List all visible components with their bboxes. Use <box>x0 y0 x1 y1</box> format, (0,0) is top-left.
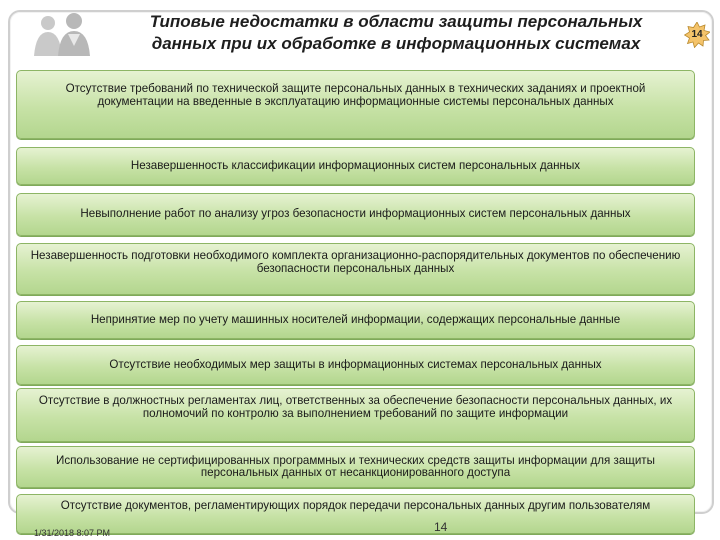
list-item <box>16 388 695 442</box>
footer-date: 1/31/2018 8:07 PM <box>34 528 111 538</box>
list-item <box>16 193 695 236</box>
list-item <box>16 147 695 185</box>
page-title <box>96 11 696 55</box>
title-line-1: Типовые недостатки в области защиты персональных <box>149 12 643 31</box>
list-item-text: Незавершенность классификации информационных систем персональных данных <box>130 158 581 172</box>
list-item-text: Отсутствие требований по технической защите персональных данных в технических заданиях и проектной документации на введенные в эксплуатацию информационные системы персональных данных <box>65 82 646 108</box>
list-item <box>16 446 695 488</box>
list-item-text: Невыполнение работ по анализу угроз безопасности информационных систем персональных данных <box>80 207 631 221</box>
list-item <box>16 243 695 295</box>
list-item-text: Незавершенность подготовки необходимого комплекта организационно-распорядительных документов по обеспечению безопасности персональных данных <box>30 249 681 275</box>
list-item <box>16 345 695 385</box>
footer-page-number: 14 <box>434 520 448 534</box>
list-item <box>16 301 695 339</box>
list-item-text: Использование не сертифицированных программных и технических средств защиты информации для защиты персональных данных от несанкционированного доступа <box>56 453 655 479</box>
list-item-text: Отсутствие необходимых мер защиты в информационных системах персональных данных <box>109 357 602 371</box>
list-item <box>16 494 695 534</box>
list-item-text: Отсутствие в должностных регламентах лиц, ответственных за обеспечение безопасности персональных данных, их полномочий по контролю за выполнением требований по защите информации <box>38 394 673 420</box>
list-item <box>16 70 695 139</box>
page-badge <box>684 22 710 48</box>
page-badge-number: 14 <box>691 29 703 40</box>
list-item-text: Непринятие мер по учету машинных носителей информации, содержащих персональные данные <box>90 312 621 326</box>
list-item-text: Отсутствие документов, регламентирующих порядок передачи персональных данных другим пользователям <box>60 499 651 512</box>
title-line-2: данных при их обработке в информационных системах <box>151 34 641 53</box>
